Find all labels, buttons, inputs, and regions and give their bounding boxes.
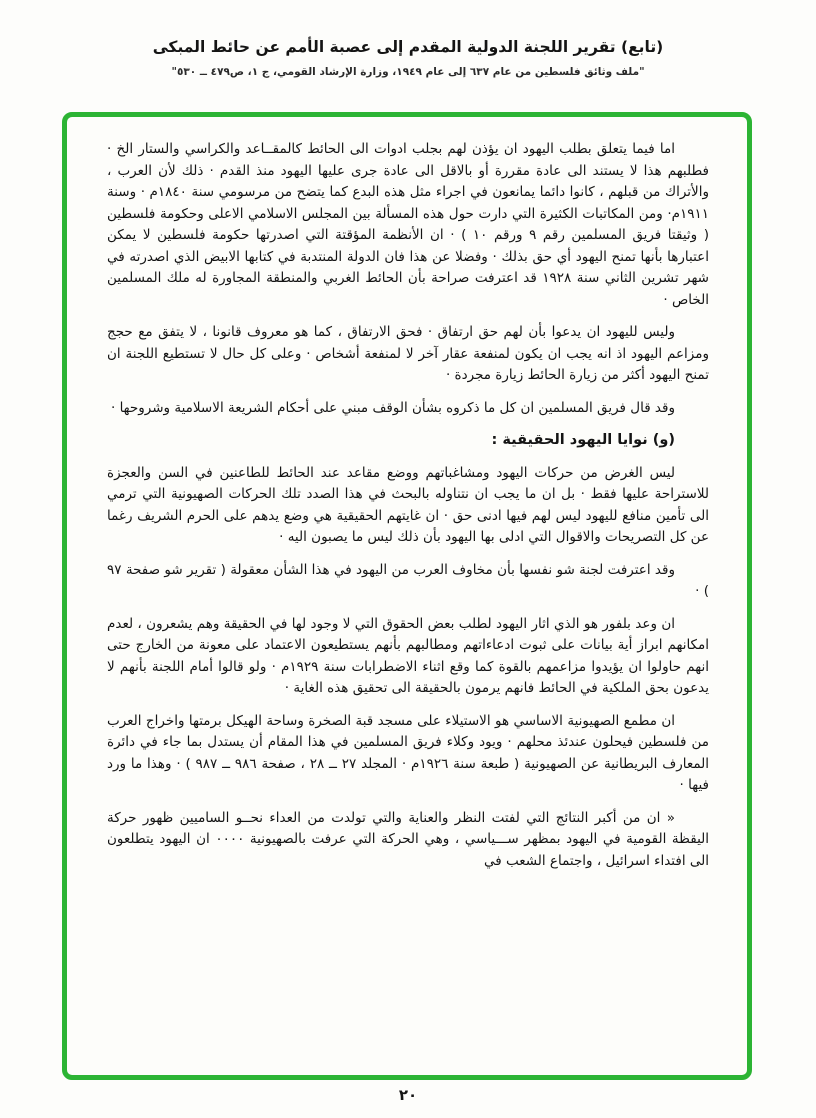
paragraph: وليس لليهود ان يدعوا بأن لهم حق ارتفاق · فحق الارتفاق ، كما هو معروف قانونا ، لا يتفق مع حجج ومزاعم اليهود اذ انه يجب ان يكون لمنفعة عقار آخر لا لمنفعة أشخاص · وعلى كل حال لا تستطيع اللجنة ان تمنح اليهود أكثر من زيارة الحائط زيارة مجردة · xyxy=(107,324,709,383)
green-border-frame xyxy=(62,112,752,1080)
paragraph: ليس الغرض من حركات اليهود ومشاغباتهم ووضع مقاعد عند الحائط للطاعنين في السن والعجزة للاستراحة عليها فقط · بل ان ما يجب ان نتناوله بالبحث في هذا الصدد تلك الحركات الصهيونية التي ترمي الى تأمين منافع لليهود ليس لهم فيها ادنى حق · ان غايتهم الحقيقية هي وضع يدهم على الحرم الشريف رغما عن كل التصريحات والاقوال التي ادلى بها اليهود بأن ذلك ليس ما يصبون اليه · xyxy=(107,464,709,545)
paragraph: ان مطمع الصهيونية الاساسي هو الاستيلاء على مسجد قبة الصخرة وساحة الهيكل برمتها واخراج العرب من فلسطين فيحلون عندئذ محلهم · ويود وكلاء فريق المسلمين في هذا المقام أن يستدل بما جاء في دائرة المعارف البريطانية عن الصهيونية ( طبعة سنة ١٩٢٦م · المجلد ٢٧ ــ ٢٨ ، صفحة ٩٨٦ ــ ٩٨٧ ) · وهذا ما ورد فيها · xyxy=(107,712,710,793)
document-title: (تابع) تقرير اللجنة الدولية المقدم إلى عصبة الأمم عن حائط المبكى xyxy=(152,38,664,56)
document-header xyxy=(0,38,816,78)
page-number: ٢٠ xyxy=(398,1086,418,1104)
document-subtitle: "ملف وثائق فلسطين من عام ٦٣٧ إلى عام ١٩٤٩، وزارة الإرشاد القومي، ج ١، ص٤٧٩ ــ ٥٣٠" xyxy=(171,66,645,78)
paragraph: وقد قال فريق المسلمين ان كل ما ذكروه بشأن الوقف مبني على أحكام الشريعة الاسلامية وشروحها · xyxy=(110,399,675,416)
paragraph: اما فيما يتعلق بطلب اليهود ان يؤذن لهم بجلب ادوات الى الحائط كالمقــاعد والكراسي والستار الخ · فطلبهم هذا لا يستند الى عادة مقررة أو بالاقل الى عادة جرى عليها اليهود منذ القدم · ذلك لأن العرب ، والأتراك من قبلهم ، كانوا دائما يمانعون في اجراء مثل هذه البدع كما يتضح من مرسومي سنة ١٨٤٠م · وسنة ١٩١١م· ومن المكاتبات الكثيرة التي دارت حول هذه المسألة بين المجلس الاسلامي الاعلى وحكومة فلسطين ( وثيقتا فريق المسلمين رقم ٩ ورقم ١٠ ) · ان الأنظمة المؤقتة التي اصدرتها حكومة فلسطين لا يمكن اعتبارها بأنها تمنح اليهود أي حق بذلك · وفضلا عن هذا فان الدولة المنتدبة في كتابها الابيض الذي اصدرته في شهر تشرين الثاني سنة ١٩٢٨ قد اعترفت صراحة بأن الحائط الغربي والمنطقة المجاورة له ملك المسلمين الخاص · xyxy=(107,141,710,308)
document-body xyxy=(107,139,709,1061)
section-heading: (و) نوايا اليهود الحقيقية : xyxy=(491,432,675,448)
paragraph: وقد اعترفت لجنة شو نفسها بأن مخاوف العرب من اليهود في هذا الشأن معقولة ( تقرير شو صفحة ٩٧ ) · xyxy=(107,561,709,599)
paragraph: ان وعد بلفور هو الذي اثار اليهود لطلب بعض الحقوق التي لا وجود لها في الحقيقة وهم يشعرون ، لعدم امكانهم ابراز أية بيانات على ثبوت ادعاءاتهم ومطالبهم بأنهم يستطيعون الاعتماد على معونة من الخارج حتى انهم حاولوا ان يؤيدوا مزاعمهم بالقوة كما وقع اثناء الاضطرابات سنة ١٩٢٩م · ولو قالوا أمام اللجنة بأنهم لا يدعون بحق الملكية في الحائط فانهم يرمون بالحقيقة الى تحقيق هذه الغاية · xyxy=(107,615,709,696)
paragraph: « ان من أكبر النتائج التي لفتت النظر والعناية والتي تولدت من العداء نحــو الساميين ظهور حركة اليقظة القومية في اليهود بمظهر ســـياسي ، وهي الحركة التي عرفت بالصهيونية ٠٠٠٠ ان اليهود يتطلعون الى افتداء اسرائيل ، واجتماع الشعب في xyxy=(107,809,710,869)
